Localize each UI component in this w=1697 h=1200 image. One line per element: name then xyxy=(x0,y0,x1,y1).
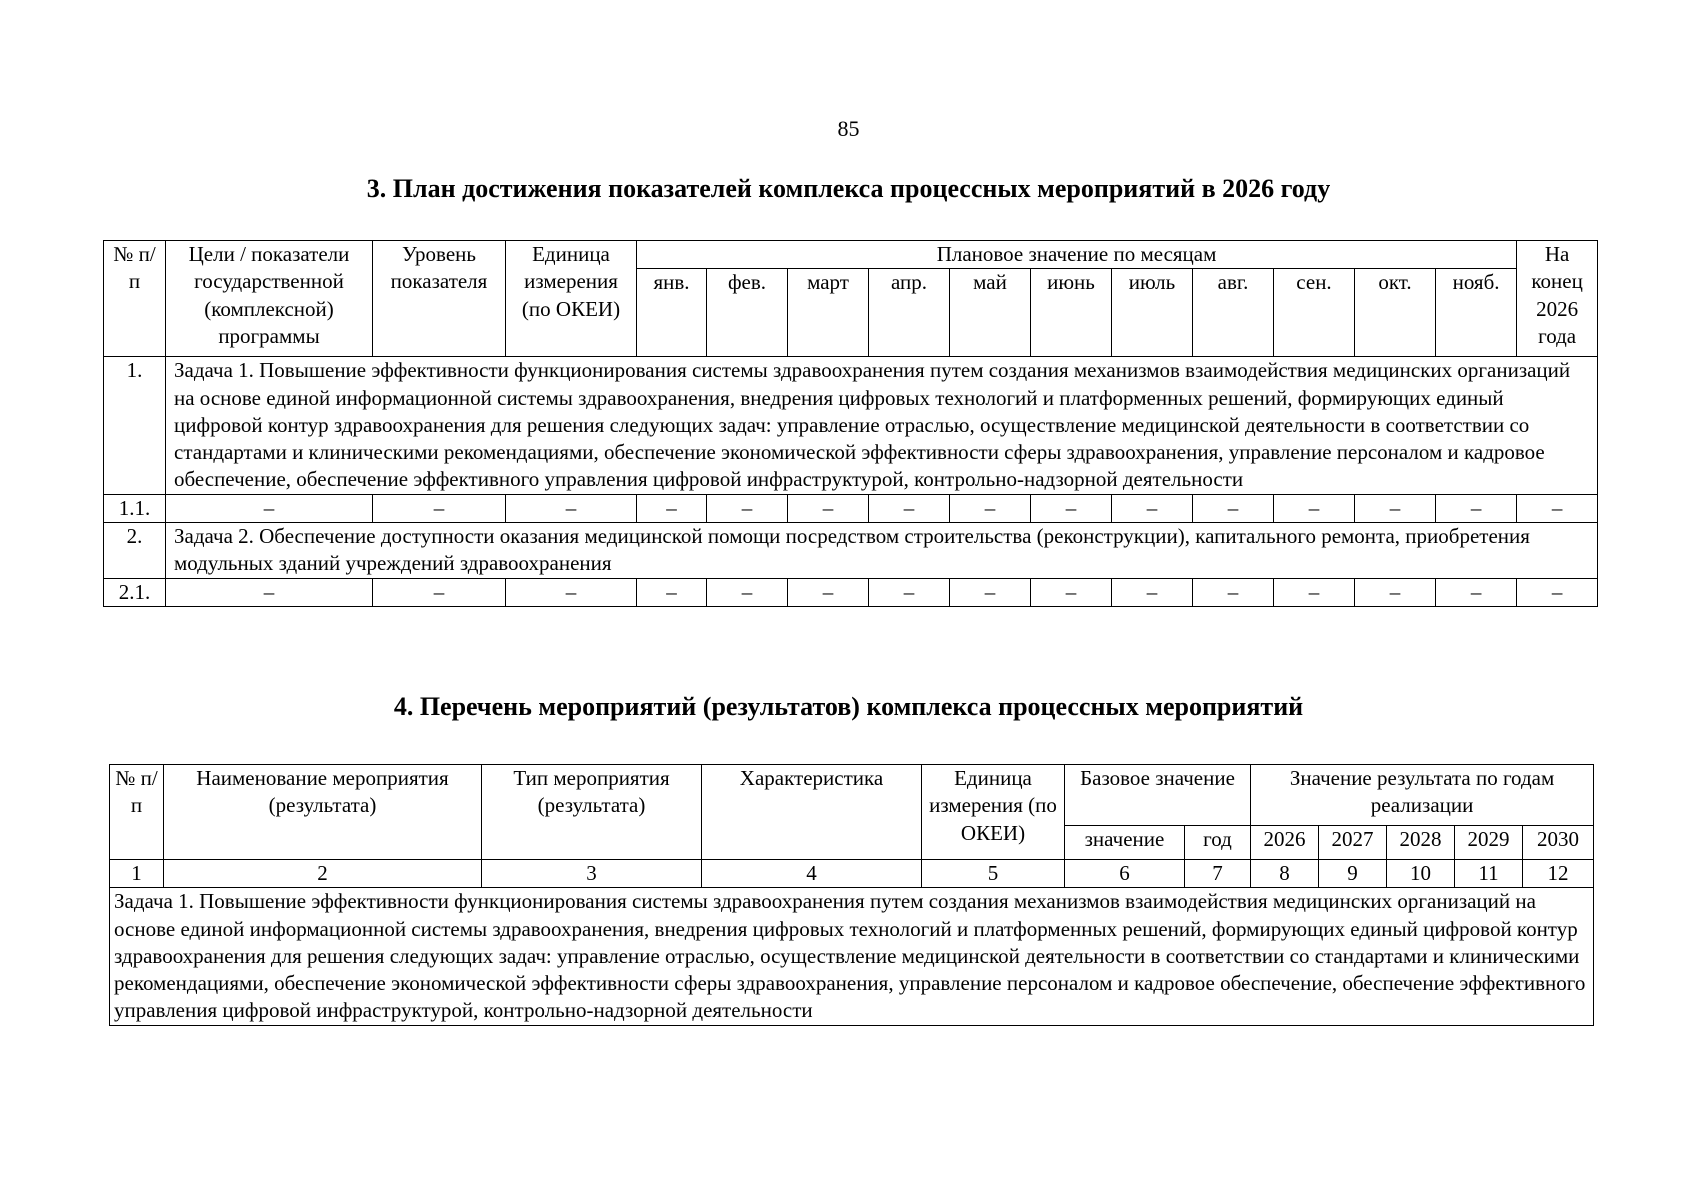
indicators-plan-table xyxy=(103,240,1598,607)
header-month: нояб. xyxy=(1436,269,1517,357)
header-monthly: Плановое значение по месяцам xyxy=(637,241,1517,269)
table-cell: – xyxy=(1031,494,1112,522)
header-result-years: Значение результата по годам реализации xyxy=(1251,765,1594,826)
table-cell: – xyxy=(707,494,788,522)
table-row xyxy=(104,523,1598,579)
table-cell: – xyxy=(1274,494,1355,522)
row-number: 2.1. xyxy=(104,578,166,606)
header-month: фев. xyxy=(707,269,788,357)
header-month: янв. xyxy=(637,269,707,357)
table-cell: – xyxy=(707,578,788,606)
row-number: 1. xyxy=(104,357,166,494)
table-row xyxy=(104,357,1598,494)
task-2-text: Задача 2. Обеспечение доступности оказания медицинской помощи посредством строительства (реконструкции), капитального ремонта, приобретения модульных зданий учреждений здравоохранения xyxy=(166,523,1598,579)
table-cell: – xyxy=(1193,578,1274,606)
table-cell: – xyxy=(788,494,869,522)
table-cell: – xyxy=(1274,578,1355,606)
column-number: 1 xyxy=(110,860,164,888)
table-cell: – xyxy=(1436,578,1517,606)
header-level: Уровень показателя xyxy=(373,241,506,357)
column-number: 2 xyxy=(164,860,482,888)
header-end-of-year: На конец 2026 года xyxy=(1517,241,1598,357)
table-cell: – xyxy=(1517,494,1598,522)
table-cell: – xyxy=(1355,578,1436,606)
column-number: 8 xyxy=(1251,860,1319,888)
table-row xyxy=(104,578,1598,606)
table-cell: – xyxy=(950,494,1031,522)
row-number: 1.1. xyxy=(104,494,166,522)
table-cell: – xyxy=(1193,494,1274,522)
table-row xyxy=(104,494,1598,522)
column-number: 3 xyxy=(482,860,702,888)
column-number: 5 xyxy=(922,860,1065,888)
header-goal: Цели / показатели государственной (комплексной) программы xyxy=(166,241,373,357)
table-cell: – xyxy=(373,494,506,522)
table-cell: – xyxy=(869,578,950,606)
page-number: 85 xyxy=(837,116,860,141)
table-cell: – xyxy=(637,578,707,606)
header-year: 2030 xyxy=(1523,826,1594,860)
column-number: 10 xyxy=(1387,860,1455,888)
header-month: апр. xyxy=(869,269,950,357)
header-year: 2029 xyxy=(1455,826,1523,860)
activities-list-table xyxy=(109,764,1594,1026)
column-numbers-row xyxy=(110,860,1594,888)
header-month: март xyxy=(788,269,869,357)
header-month: авг. xyxy=(1193,269,1274,357)
table-cell: – xyxy=(869,494,950,522)
header-type: Тип мероприятия (результата) xyxy=(482,765,702,860)
header-month: июль xyxy=(1112,269,1193,357)
column-number: 11 xyxy=(1455,860,1523,888)
header-num: № п/п xyxy=(104,241,166,357)
table-cell: – xyxy=(1517,578,1598,606)
column-number: 7 xyxy=(1185,860,1251,888)
column-number: 12 xyxy=(1523,860,1594,888)
section-4-title: 4. Перечень мероприятий (результатов) комплекса процессных мероприятий xyxy=(393,692,1304,721)
table-cell: – xyxy=(506,494,637,522)
table-cell: – xyxy=(1112,578,1193,606)
table-cell: – xyxy=(1436,494,1517,522)
header-unit: Единица измерения (по ОКЕИ) xyxy=(922,765,1065,860)
header-base: Базовое значение xyxy=(1065,765,1251,826)
table-cell: – xyxy=(166,578,373,606)
table-cell: – xyxy=(506,578,637,606)
header-month: окт. xyxy=(1355,269,1436,357)
section-3-title: 3. План достижения показателей комплекса процессных мероприятий в 2026 году xyxy=(366,174,1331,203)
table-cell: – xyxy=(1031,578,1112,606)
header-month: июнь xyxy=(1031,269,1112,357)
table-cell: – xyxy=(373,578,506,606)
row-number: 2. xyxy=(104,523,166,579)
table-row xyxy=(110,888,1594,1025)
header-year: 2028 xyxy=(1387,826,1455,860)
header-num: № п/п xyxy=(110,765,164,860)
header-base-year: год xyxy=(1185,826,1251,860)
task-1-text: Задача 1. Повышение эффективности функционирования системы здравоохранения путем создания механизмов взаимодействия медицинских организаций на основе единой информационной системы здравоохранения, внедрения цифровых технологий и платформенных решений, формирующих единый цифровой контур здравоохранения для решения следующих задач: управление отраслью, осуществление медицинской деятельности в соответствии со стандартами и клиническими рекомендациями, обеспечение экономической эффективности сферы здравоохранения, управление персоналом и кадровое обеспечение, обеспечение эффективного управления цифровой инфраструктурой, контрольно-надзорной деятельности xyxy=(110,888,1594,1025)
table-cell: – xyxy=(166,494,373,522)
table-cell: – xyxy=(1355,494,1436,522)
header-name: Наименование мероприятия (результата) xyxy=(164,765,482,860)
table-cell: – xyxy=(788,578,869,606)
task-1-text: Задача 1. Повышение эффективности функционирования системы здравоохранения путем создания механизмов взаимодействия медицинских организаций на основе единой информационной системы здравоохранения, внедрения цифровых технологий и платформенных решений, формирующих единый цифровой контур здравоохранения для решения следующих задач: управление отраслью, осуществление медицинской деятельности в соответствии со стандартами и клиническими рекомендациями, обеспечение экономической эффективности сферы здравоохранения, управление персоналом и кадровое обеспечение, обеспечение эффективного управления цифровой инфраструктурой, контрольно-надзорной деятельности xyxy=(166,357,1598,494)
header-month: май xyxy=(950,269,1031,357)
table-cell: – xyxy=(950,578,1031,606)
header-unit: Единица измерения (по ОКЕИ) xyxy=(506,241,637,357)
header-month: сен. xyxy=(1274,269,1355,357)
column-number: 4 xyxy=(702,860,922,888)
header-year: 2027 xyxy=(1319,826,1387,860)
header-characteristic: Характеристика xyxy=(702,765,922,860)
header-year: 2026 xyxy=(1251,826,1319,860)
table-cell: – xyxy=(1112,494,1193,522)
column-number: 9 xyxy=(1319,860,1387,888)
table-cell: – xyxy=(637,494,707,522)
column-number: 6 xyxy=(1065,860,1185,888)
header-base-value: значение xyxy=(1065,826,1185,860)
